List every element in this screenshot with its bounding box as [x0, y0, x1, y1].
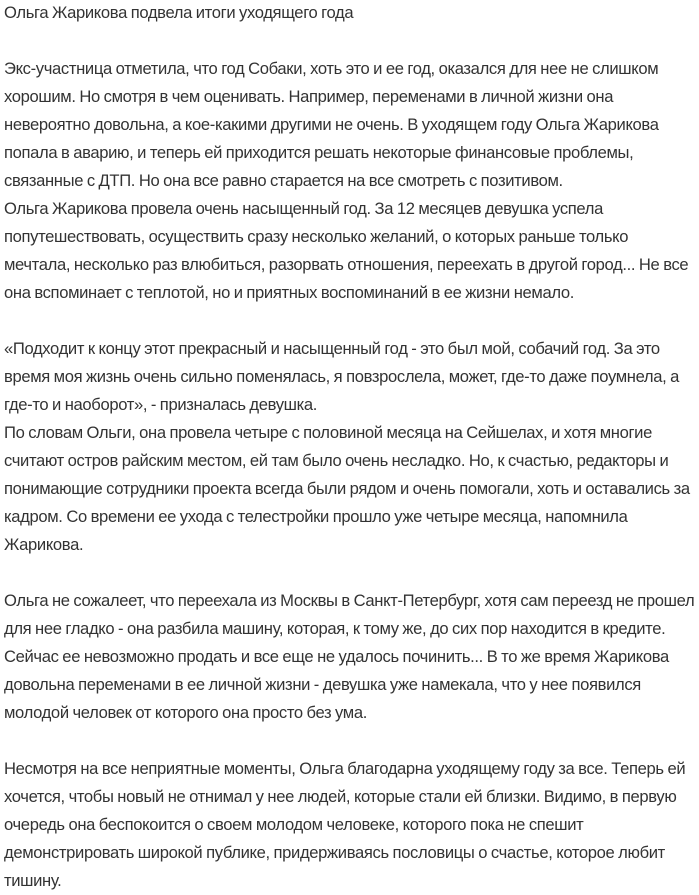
spacer: [4, 307, 695, 335]
paragraph-4: По словам Ольги, она провела четыре с половиной месяца на Сейшелах, и хотя многие считают остров райским местом, ей там было очень несладко. Но, к счастью, редакторы и понимающие сотрудники проекта всегда были рядом и очень помогали, хоть и оставались за кадром. Со времени ее ухода с телестройки прошло уже четыре месяца, напомнила Жарикова.: [4, 423, 690, 554]
paragraph-1: Экс-участница отметила, что год Собаки, хоть это и ее год, оказался для нее не слишком хорошим. Но смотря в чем оценивать. Например, переменами в личной жизни она невероятно довольна, а кое-какими другими не очень. В уходящем году Ольга Жарикова попала в аварию, и теперь ей приходится решать некоторые финансовые проблемы, связанные с ДТП. Но она все равно старается на все смотреть с позитивом.: [4, 59, 659, 190]
spacer: [4, 559, 695, 587]
paragraph-2: Ольга Жарикова провела очень насыщенный год. За 12 месяцев девушка успела попутешествовать, осуществить сразу несколько желаний, о которых раньше только мечтала, несколько раз влюбиться, разорвать отношения, переехать в другой город... Не все она вспоминает с теплотой, но и приятных воспоминаний в ее жизни немало.: [4, 199, 689, 302]
paragraph-quote: «Подходит к концу этот прекрасный и насыщенный год - это был мой, собачий год. За это время моя жизнь очень сильно поменялась, я повзрослела, может, где-то даже поумнела, а где-то и наоборот», - призналась девушка.: [4, 339, 680, 414]
spacer: [4, 727, 695, 755]
paragraph-6: Несмотря на все неприятные моменты, Ольга благодарна уходящему году за все. Теперь ей хочется, чтобы новый не отнимал у нее людей, которые стали ей близки. Видимо, в первую очередь она беспокоится о своем молодом человеке, которого пока не спешит демонстрировать широкой публике, придерживаясь пословицы о счастье, которое любит тишину.: [4, 759, 686, 890]
article-title: Ольга Жарикова подвела итоги уходящего года: [4, 3, 354, 22]
paragraph-5: Ольга не сожалеет, что переехала из Москвы в Санкт-Петербург, хотя сам переезд не прошел для нее гладко - она разбила машину, которая, к тому же, до сих пор находится в кредите. Сейчас ее невозможно продать и все еще не удалось починить... В то же время Жарикова довольна переменами в ее личной жизни - девушка уже намекала, что у нее появился молодой человек от которого она просто без ума.: [4, 591, 695, 722]
spacer: [4, 27, 695, 55]
